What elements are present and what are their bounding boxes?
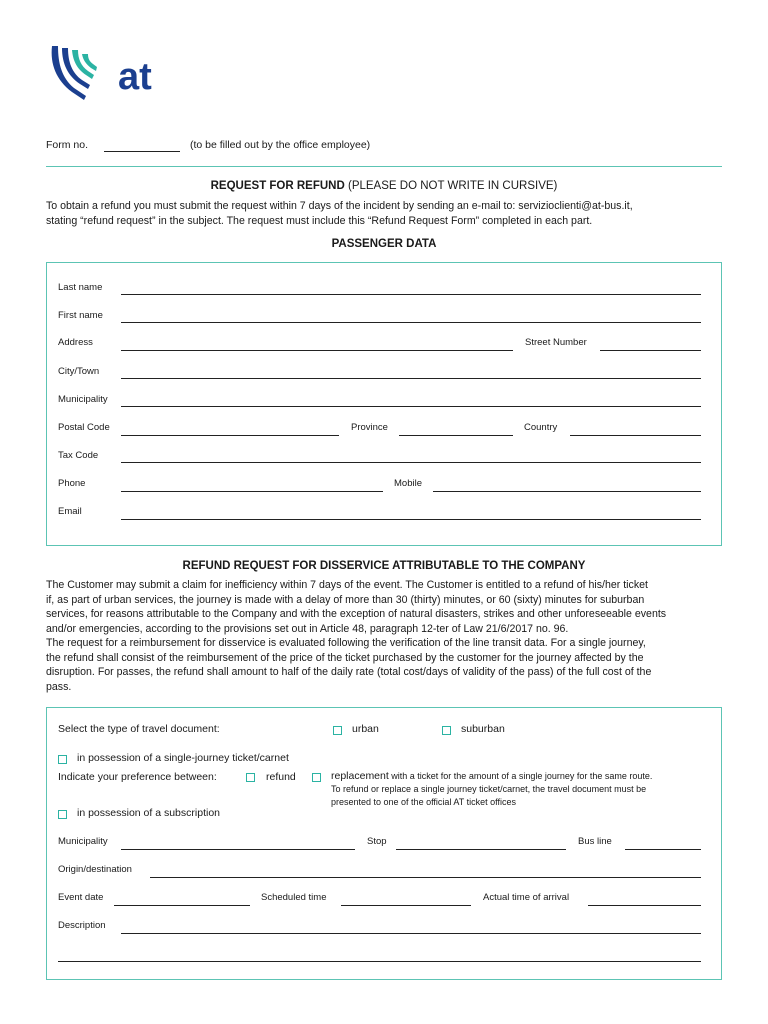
disservice-line: The Customer may submit a claim for inefficiency within 7 days of the event. The Customer is entitled to a refund of his/her ticket <box>46 579 648 591</box>
intro-line: stating “refund request” in the subject. The request must include this “Refund Request Form” completed in each part. <box>46 214 593 227</box>
address-field[interactable] <box>121 350 513 351</box>
description-field-2[interactable] <box>58 961 701 962</box>
request-title <box>46 180 722 192</box>
address-label: Address <box>58 337 93 348</box>
subscription-label: in possession of a subscription <box>77 807 220 819</box>
street-number-label: Street Number <box>525 337 587 348</box>
preference-label: Indicate your preference between: <box>58 771 217 783</box>
event-date-label: Event date <box>58 892 104 903</box>
form-no-field[interactable] <box>104 151 180 152</box>
postal-code-label: Postal Code <box>58 422 110 433</box>
form-no-note: (to be filled out by the office employee) <box>190 139 371 151</box>
request-title-bold: REQUEST FOR REFUND <box>210 180 345 192</box>
disservice-text <box>46 578 726 694</box>
actual-time-label: Actual time of arrival <box>483 892 570 903</box>
country-label: Country <box>524 422 558 433</box>
phone-field[interactable] <box>121 491 383 492</box>
disservice-line: pass. <box>46 680 72 693</box>
phone-label: Phone <box>58 478 86 489</box>
city-field[interactable] <box>121 378 701 379</box>
last-name-field[interactable] <box>121 294 701 295</box>
bus-line-field[interactable] <box>625 849 701 850</box>
bus-line-label: Bus line <box>578 836 612 847</box>
municipality-label: Municipality <box>58 394 108 405</box>
country-field[interactable] <box>570 435 701 436</box>
urban-label: urban <box>352 723 379 735</box>
city-label: City/Town <box>58 366 100 377</box>
replacement-rest: with a ticket for the amount of a single journey for the same route. <box>388 771 653 781</box>
replacement-checkbox[interactable] <box>312 773 321 782</box>
description-label: Description <box>58 920 106 931</box>
first-name-label: First name <box>58 310 103 321</box>
origin-field[interactable] <box>150 877 701 878</box>
mobile-label: Mobile <box>394 478 422 489</box>
at-logo <box>46 42 176 112</box>
disservice-line: disruption. For passes, the refund shall amount to half of the daily rate (total cost/days of validity of the pass) of the full cost of the <box>46 666 652 678</box>
select-type-label: Select the type of travel document: <box>58 723 220 735</box>
request-title-normal: (PLEASE DO NOT WRITE IN CURSIVE) <box>344 180 558 192</box>
province-field[interactable] <box>399 435 513 436</box>
postal-code-field[interactable] <box>121 435 339 436</box>
form-no-label: Form no. <box>46 139 89 151</box>
logo-mark <box>52 46 97 100</box>
disservice-heading: REFUND REQUEST FOR DISSERVICE ATTRIBUTABLE TO THE COMPANY <box>182 560 586 572</box>
description-field[interactable] <box>121 933 701 934</box>
municipality-field[interactable] <box>121 406 701 407</box>
last-name-label: Last name <box>58 282 103 293</box>
tax-code-label: Tax Code <box>58 450 99 461</box>
email-field[interactable] <box>121 519 701 520</box>
scheduled-time-label: Scheduled time <box>261 892 327 903</box>
passenger-box <box>46 262 722 546</box>
stop-label: Stop <box>367 836 387 847</box>
replacement-note-2: presented to one of the official AT ticket offices <box>331 797 516 807</box>
passenger-heading: PASSENGER DATA <box>331 238 437 250</box>
origin-label: Origin/destination <box>58 864 132 875</box>
stop-field[interactable] <box>396 849 566 850</box>
trip-municipality-label: Municipality <box>58 836 108 847</box>
tax-code-field[interactable] <box>121 462 701 463</box>
replacement-bold: replacement <box>331 770 389 782</box>
first-name-field[interactable] <box>121 322 701 323</box>
disservice-line: if, as part of urban services, the journey is made with a delay of more than 30 (thirty) minutes, or 60 (sixty) minutes for suburban <box>46 593 645 606</box>
subscription-checkbox[interactable] <box>58 810 67 819</box>
suburban-checkbox[interactable] <box>442 726 451 735</box>
replacement-label <box>331 770 652 782</box>
street-number-field[interactable] <box>600 350 701 351</box>
actual-time-field[interactable] <box>588 905 701 906</box>
request-intro <box>46 199 726 228</box>
urban-checkbox[interactable] <box>333 726 342 735</box>
event-date-field[interactable] <box>114 905 250 906</box>
intro-line: To obtain a refund you must submit the request within 7 days of the incident by sending an e-mail to: servizioclienti@at-bus.it, <box>46 200 633 212</box>
province-label: Province <box>351 422 388 433</box>
suburban-label: suburban <box>461 723 505 735</box>
disservice-line: services, for reasons attributable to the Company and with the exception of natural disasters, strikes and other unforeseeable events <box>46 608 667 620</box>
disservice-line: and/or emergencies, according to the provisions set out in Article 48, paragraph 12-ter of Law 21/6/2017 no. 96. <box>46 622 569 635</box>
single-ticket-checkbox[interactable] <box>58 755 67 764</box>
disservice-line: The request for a reimbursement for disservice is evaluated following the verification of the line transit data. For a single journey, <box>46 637 646 649</box>
refund-label: refund <box>266 771 296 783</box>
disservice-line: the refund shall consist of the reimbursement of the price of the ticket purchased by the customer for the journey affected by the <box>46 651 644 664</box>
trip-municipality-field[interactable] <box>121 849 355 850</box>
refund-checkbox[interactable] <box>246 773 255 782</box>
single-ticket-label: in possession of a single-journey ticket/carnet <box>77 752 289 764</box>
logo-text: at <box>118 56 152 98</box>
replacement-note-1: To refund or replace a single journey ticket/carnet, the travel document must be <box>331 784 647 794</box>
mobile-field[interactable] <box>433 491 701 492</box>
divider <box>46 166 722 167</box>
email-label: Email <box>58 506 82 517</box>
scheduled-time-field[interactable] <box>341 905 471 906</box>
